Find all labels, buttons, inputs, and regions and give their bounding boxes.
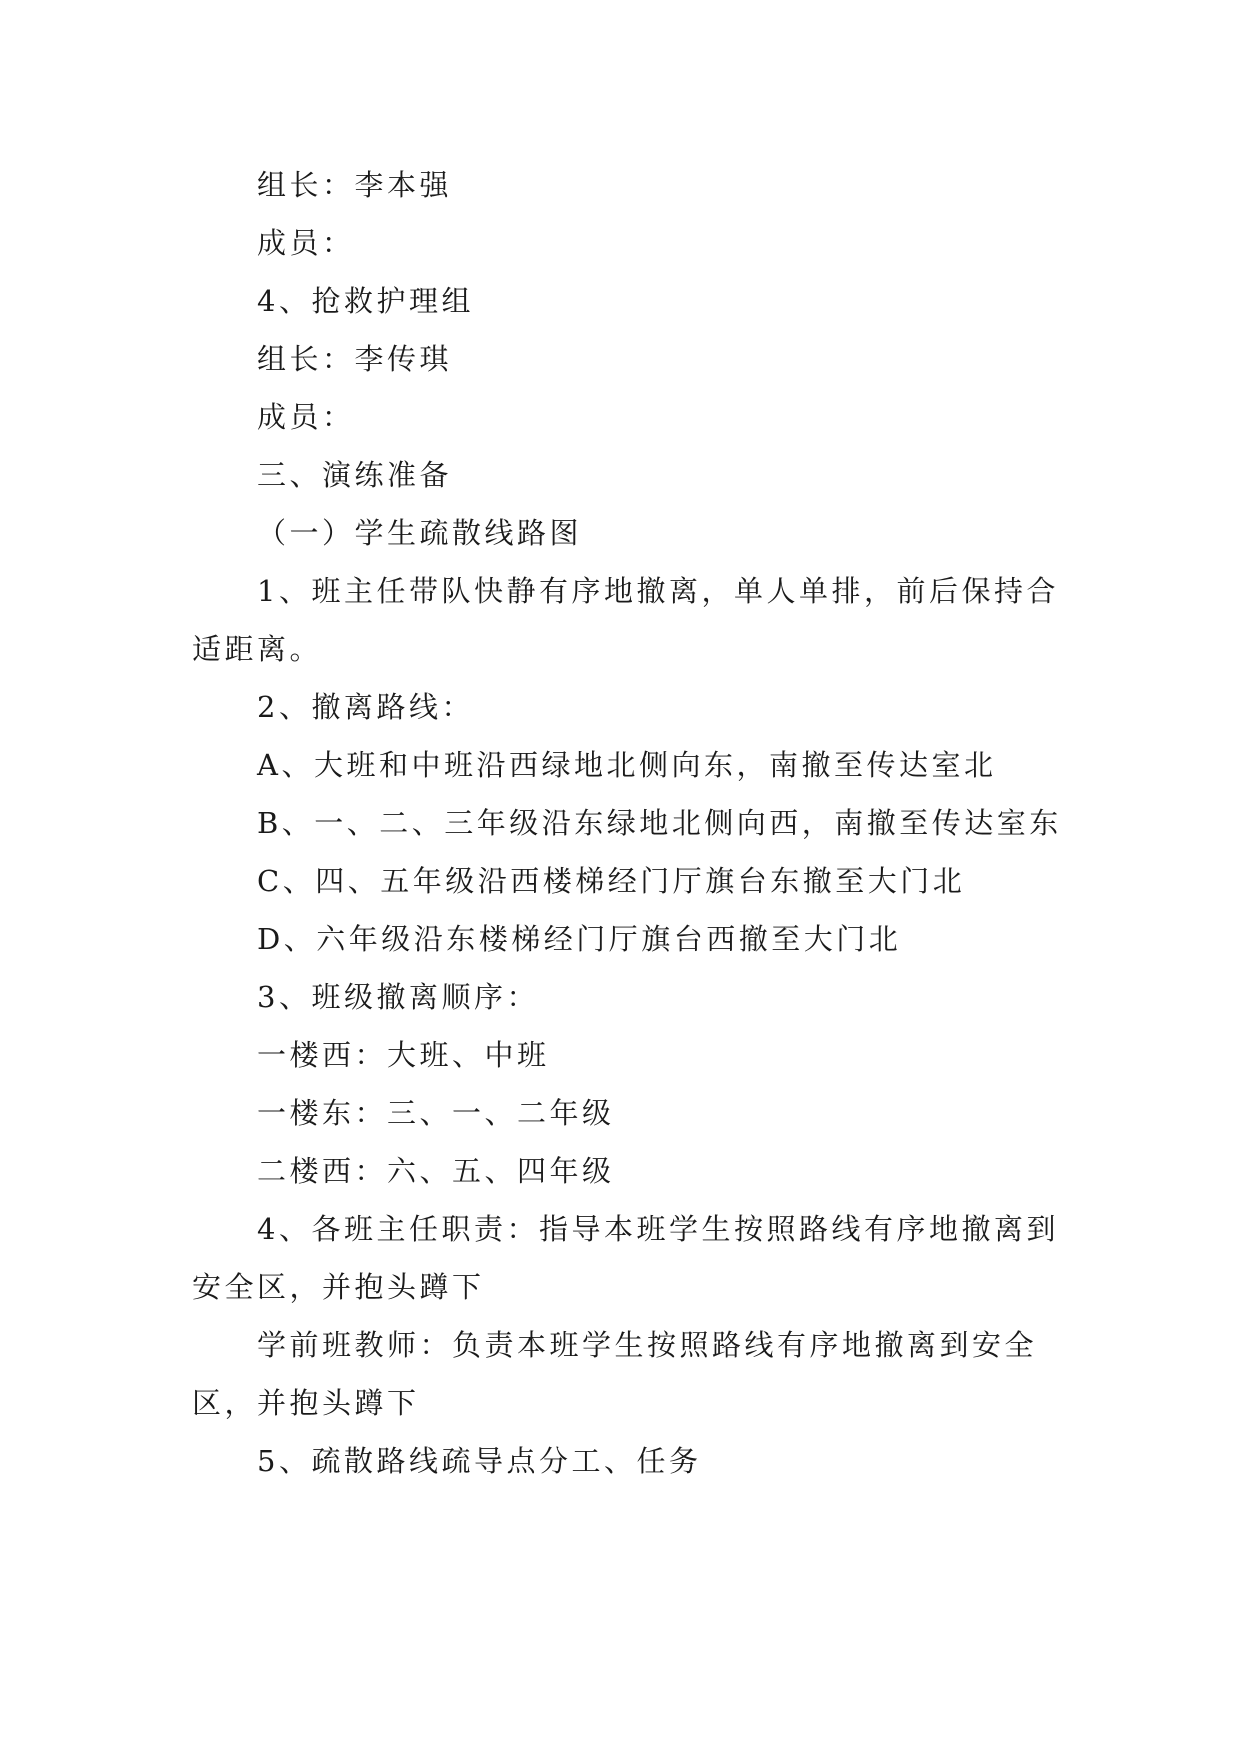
document-body — [192, 156, 1062, 1490]
paragraph-members-group4: 成员： — [257, 400, 355, 434]
paragraph-leader-group3: 组长：李本强 — [257, 168, 453, 202]
paragraph-item-4: 4、各班主任职责：指导本班学生按照路线有序地撤离到安全区，并抱头蹲下 — [192, 1212, 1059, 1304]
paragraph-route-c: C、四、五年级沿西楼梯经门厅旗台东撤至大门北 — [257, 864, 966, 898]
paragraph-floor1-west: 一楼西：大班、中班 — [257, 1038, 550, 1072]
paragraph-route-d: D、六年级沿东楼梯经门厅旗台西撤至大门北 — [257, 922, 902, 956]
paragraph-members-group3: 成员： — [257, 226, 355, 260]
paragraph-item-3: 3、班级撤离顺序： — [257, 980, 539, 1014]
paragraph-item-5: 5、疏散路线疏导点分工、任务 — [257, 1444, 702, 1478]
subsection-heading-evacuation-route-map: （一）学生疏散线路图 — [257, 516, 583, 550]
paragraph-route-b: B、一、二、三年级沿东绿地北侧向西，南撤至传达室东 — [257, 806, 1062, 840]
paragraph-preschool-teacher: 学前班教师：负责本班学生按照路线有序地撤离到安全区，并抱头蹲下 — [192, 1328, 1038, 1420]
paragraph-leader-group4: 组长：李传琪 — [257, 342, 453, 376]
paragraph-item-2: 2、撤离路线： — [257, 690, 474, 724]
paragraph-route-a: A、大班和中班沿西绿地北侧向东，南撤至传达室北 — [257, 748, 997, 782]
section-heading-drill-preparation: 三、演练准备 — [257, 458, 453, 492]
paragraph-floor2-west: 二楼西：六、五、四年级 — [257, 1154, 615, 1188]
paragraph-floor1-east: 一楼东：三、一、二年级 — [257, 1096, 615, 1130]
paragraph-rescue-group-heading: 4、抢救护理组 — [257, 284, 474, 318]
paragraph-item-1: 1、班主任带队快静有序地撤离，单人单排，前后保持合适距离。 — [192, 574, 1059, 666]
